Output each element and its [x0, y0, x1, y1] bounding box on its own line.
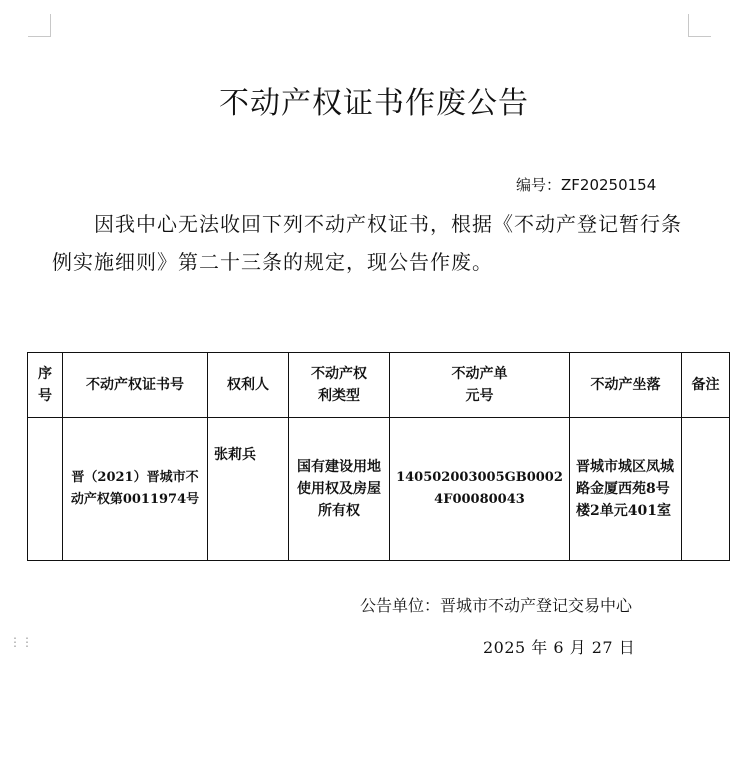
certificate-table [27, 352, 730, 561]
cell-right-type: 国有建设用地使用权及房屋所有权 [289, 418, 390, 561]
cell-location: 晋城市城区凤城路金厦西苑8号楼2单元401室 [570, 418, 682, 561]
header-location: 不动产坐落 [570, 353, 682, 418]
cell-cert-no: 晋（2021）晋城市不动产权第0011974号 [63, 418, 208, 561]
header-holder: 权利人 [208, 353, 289, 418]
cell-holder: 张莉兵 [208, 418, 289, 561]
cell-seq [28, 418, 63, 561]
cell-remark [682, 418, 730, 561]
cell-unit-no: 140502003005GB00024F00080043 [390, 418, 570, 561]
header-seq: 序号 [28, 353, 63, 418]
page-corner-mark-top-right [688, 14, 711, 37]
header-remark: 备注 [682, 353, 730, 418]
header-cert-no: 不动产权证书号 [63, 353, 208, 418]
table-row [28, 418, 730, 561]
drag-handle-icon[interactable]: ⋮⋮ [9, 635, 33, 649]
issue-date: 2025 年 6 月 27 日 [483, 638, 636, 657]
document-number: 编号：ZF20250154 [516, 176, 657, 194]
issuing-unit: 公告单位：晋城市不动产登记交易中心 [360, 596, 633, 615]
notice-title: 不动产权证书作废公告 [219, 86, 529, 121]
notice-body: 因我中心无法收回下列不动产权证书，根据《不动产登记暂行条例实施细则》第二十三条的规定，现公告作废。 [52, 212, 682, 274]
page-corner-mark-top-left [28, 14, 51, 37]
header-unit-no: 不动产单元号 [390, 353, 570, 418]
header-right-type: 不动产权利类型 [289, 353, 390, 418]
table-header-row [28, 353, 730, 418]
